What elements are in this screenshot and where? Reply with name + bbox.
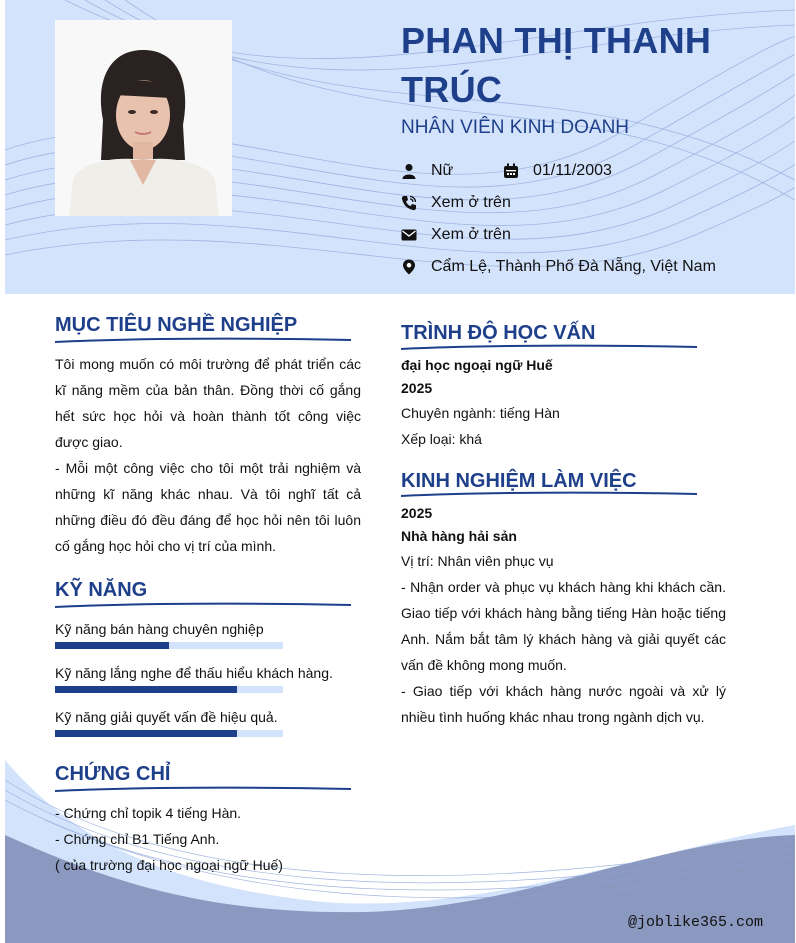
objective-title: MỤC TIÊU NGHỀ NGHIỆP [55, 314, 298, 336]
location-icon [401, 259, 417, 275]
profile-photo [55, 20, 232, 216]
website-handle: @joblike365.com [628, 914, 764, 931]
skill-bar-fill [55, 686, 237, 693]
email-icon [401, 227, 417, 243]
education-school: đại học ngoại ngữ Huế [401, 357, 553, 373]
email-value: Xem ở trên [431, 226, 511, 243]
skill-bar [55, 642, 283, 649]
email-row [401, 226, 511, 244]
phone-value: Xem ở trên [431, 194, 511, 211]
skill-bar-fill [55, 730, 237, 737]
dob-value: 01/11/2003 [533, 162, 612, 179]
certificates-underline [55, 785, 351, 795]
phone-row [401, 194, 511, 212]
certificate-line: - Chứng chỉ B1 Tiếng Anh. [55, 831, 220, 847]
education-title: TRÌNH ĐỘ HỌC VẤN [401, 322, 596, 344]
skills-underline [55, 601, 351, 611]
certificate-line: - Chứng chỉ topik 4 tiếng Hàn. [55, 805, 242, 821]
skill-label: Kỹ năng lắng nghe để thấu hiểu khách hàng. [55, 665, 333, 681]
experience-description-1: - Nhận order và phục vụ khách hàng khi khách cần. Giao tiếp với khách hàng bằng tiếng Hàn hoặc tiếng Anh. Nắm bắt tâm lý khách hàng và giải quyết các vấn đề không mong muốn. [401, 579, 726, 673]
education-underline [401, 343, 697, 353]
objective-paragraph-2: - Mỗi một công việc cho tôi một trải nghiệm và những kĩ năng khác nhau. Và tôi nghĩ tất cả những điều đó đều đáng để học hỏi nên tôi luôn cố gắng học hỏi cho vị trí của mình. [55, 460, 361, 554]
gender-row [401, 162, 453, 180]
address-value: Cẩm Lệ, Thành Phố Đà Nẵng, Việt Nam [431, 258, 716, 275]
objective-underline [55, 336, 351, 346]
skill-bar [55, 686, 283, 693]
phone-icon [401, 195, 417, 211]
dob-row [503, 162, 612, 180]
education-grade: Xếp loại: khá [401, 431, 482, 447]
experience-year: 2025 [401, 505, 433, 521]
certificate-line: ( của trường đại học ngoại ngữ Huế) [55, 857, 283, 873]
candidate-name: PHAN THỊ THANH TRÚC [401, 20, 712, 110]
skill-bar-fill [55, 642, 169, 649]
user-icon [401, 163, 417, 179]
education-year: 2025 [401, 380, 433, 396]
gender-value: Nữ [431, 162, 454, 179]
skill-label: Kỹ năng bán hàng chuyên nghiệp [55, 621, 264, 637]
address-row [401, 258, 716, 276]
skill-bar [55, 730, 283, 737]
skills-title: KỸ NĂNG [55, 579, 148, 601]
cv-page [5, 0, 795, 943]
skill-label: Kỹ năng giải quyết vấn đề hiệu quả. [55, 709, 278, 725]
education-major: Chuyên ngành: tiếng Hàn [401, 405, 560, 421]
experience-role: Vị trí: Nhân viên phục vụ [401, 553, 554, 569]
job-title: NHÂN VIÊN KINH DOANH [401, 117, 630, 138]
experience-underline [401, 490, 697, 500]
experience-title: KINH NGHIỆM LÀM VIỆC [401, 470, 637, 492]
experience-description-2: - Giao tiếp với khách hàng nước ngoài và xử lý nhiều tình huống khác nhau trong ngành dịch vụ. [401, 683, 726, 725]
objective-paragraph-1: Tôi mong muốn có môi trường để phát triển các kĩ năng mềm của bản thân. Đồng thời cố gắng hết sức học hỏi và hoàn thành tốt công việc được giao. [55, 356, 361, 450]
experience-company: Nhà hàng hải sản [401, 528, 517, 544]
certificates-title: CHỨNG CHỈ [55, 763, 171, 785]
calendar-icon [503, 163, 519, 179]
